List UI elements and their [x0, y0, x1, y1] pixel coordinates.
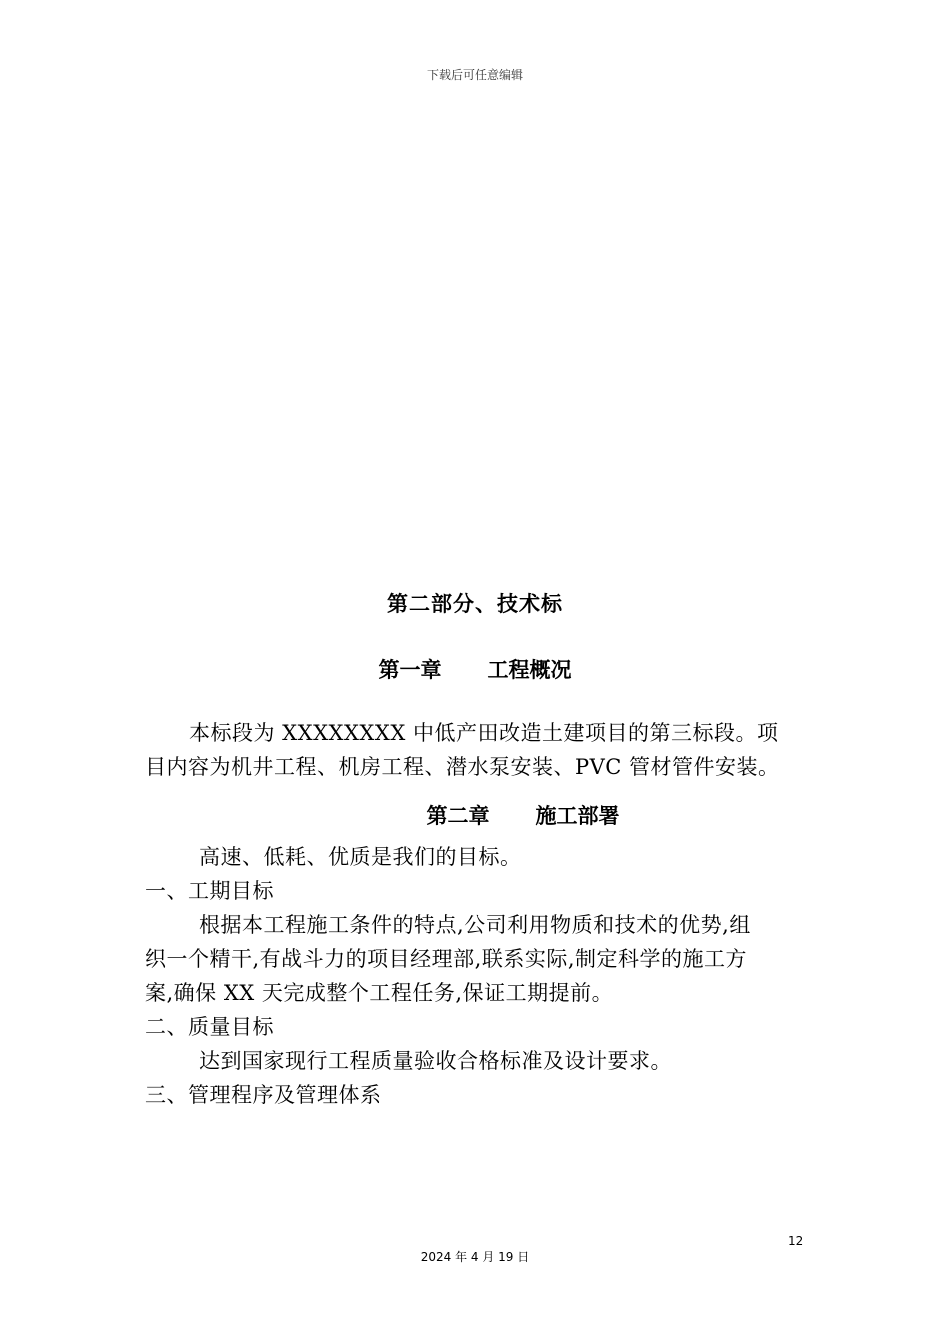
- chapter-2-heading: [48, 800, 950, 830]
- chapter-1-number: 第一章: [378, 657, 442, 682]
- chapter-1-title: 工程概况: [487, 657, 572, 682]
- chapter-1-heading: [0, 654, 950, 684]
- section-2-text: 达到国家现行工程质量验收合格标准及设计要求。: [199, 1049, 672, 1073]
- section-1-heading: 一、工期目标: [145, 879, 274, 903]
- chapter-2-intro: 高速、低耗、优质是我们的目标。: [199, 845, 522, 869]
- section-1-line-3: 案,确保 XX 天完成整个工程任务,保证工期提前。: [145, 981, 614, 1005]
- chapter-2-body: [145, 840, 810, 1112]
- header-note: 下载后可任意编辑: [426, 68, 523, 82]
- page-number: 12: [788, 1234, 804, 1248]
- chapter-2-title: 施工部署: [535, 803, 620, 828]
- chapter-1-paragraph-line-1: 本标段为 XXXXXXXX 中低产田改造土建项目的第三标段。项: [189, 721, 779, 745]
- footer-date: 2024 年 4 月 19 日: [420, 1250, 530, 1264]
- section-1-line-2: 织一个精干,有战斗力的项目经理部,联系实际,制定科学的施工方: [145, 947, 748, 971]
- part-title: 第二部分、技术标: [387, 591, 563, 616]
- chapter-1-paragraph-line-2: 目内容为机井工程、机房工程、潜水泵安装、PVC 管材管件安装。: [145, 755, 780, 779]
- chapter-2-number: 第二章: [426, 803, 490, 828]
- section-1-line-1: 根据本工程施工条件的特点,公司利用物质和技术的优势,组: [199, 913, 751, 937]
- section-2-heading: 二、质量目标: [145, 1015, 274, 1039]
- section-3-heading: 三、管理程序及管理体系: [145, 1083, 382, 1107]
- chapter-1-body: [145, 716, 810, 784]
